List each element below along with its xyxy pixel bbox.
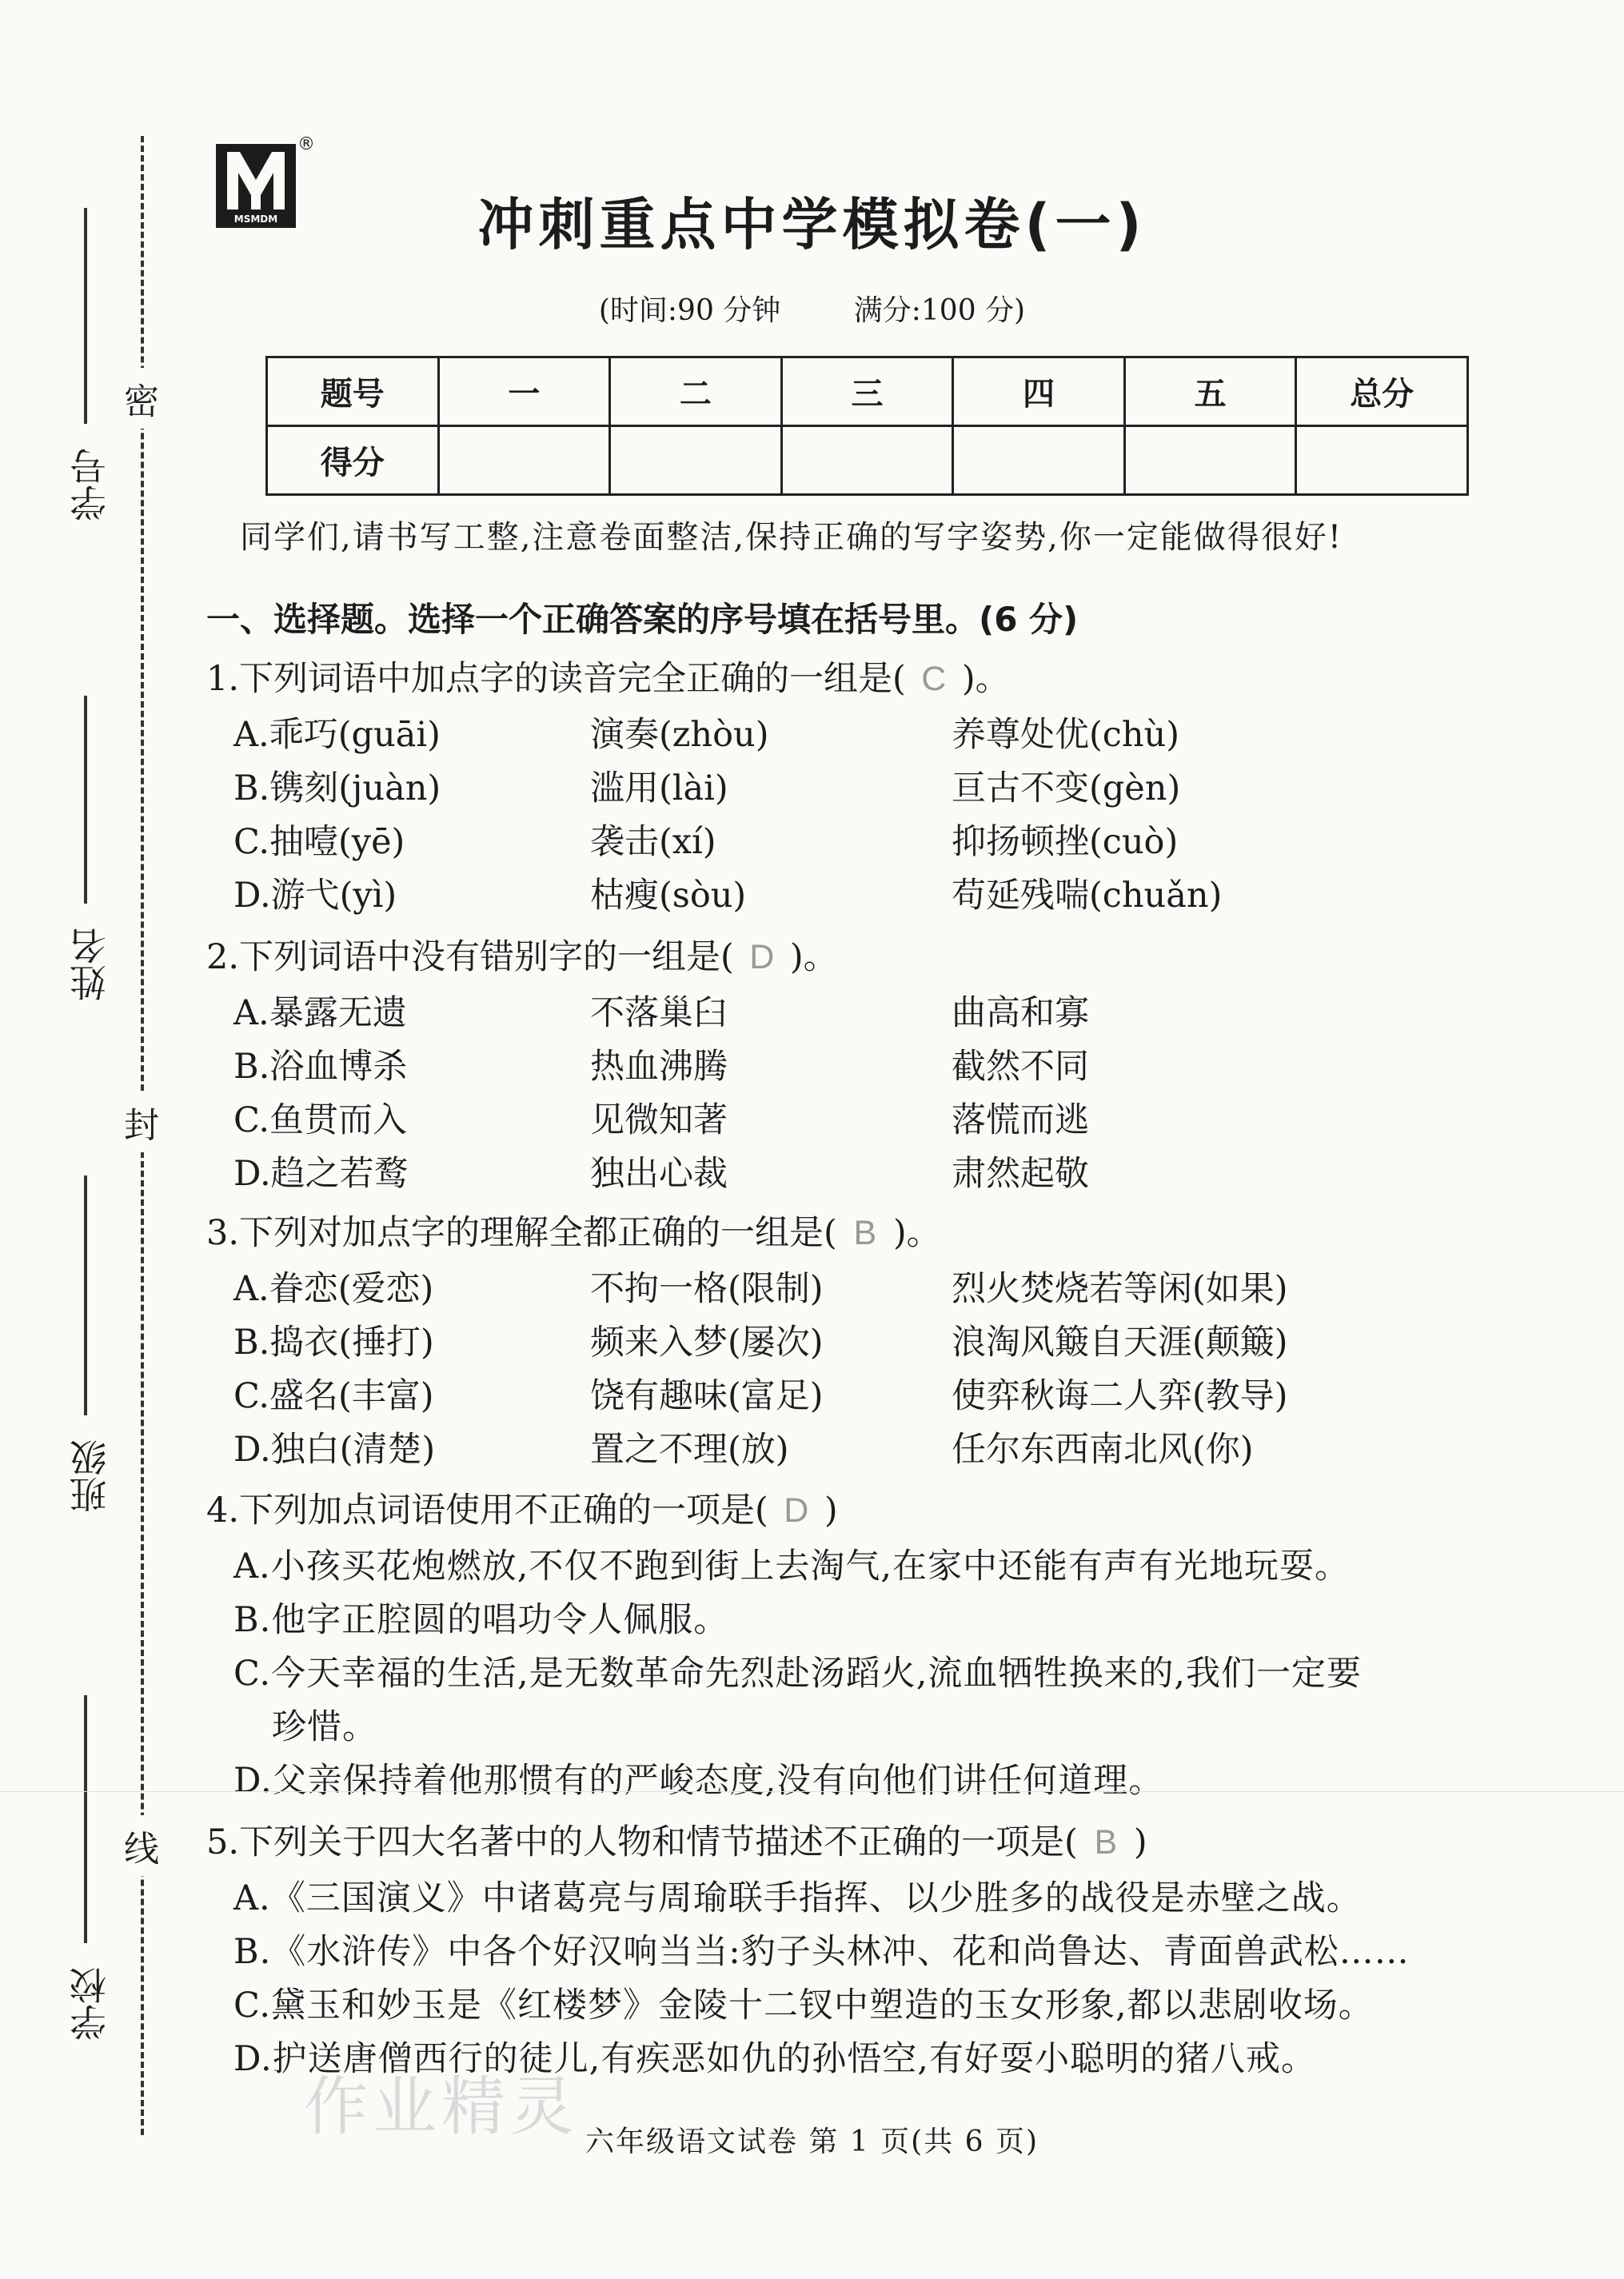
score-cell-1[interactable] — [438, 426, 610, 495]
q1-option: 抑扬顿挫(cuò) — [952, 822, 1179, 862]
binding-mi: 密 — [124, 368, 159, 429]
watermark: 作业精灵 — [304, 2069, 579, 2144]
q2-option: 截然不同 — [952, 1047, 1089, 1087]
q1-option: 亘古不变(gèn) — [952, 768, 1181, 808]
notice-text: 同学们,请书写工整,注意卷面整洁,保持正确的写字姿势,你一定能做得很好! — [240, 519, 1343, 556]
q2-option: 见微知著 — [590, 1100, 728, 1140]
q1-answer[interactable]: C — [921, 660, 947, 698]
q3-option: D.独白(清楚) — [233, 1430, 436, 1470]
q5-stem-post: ) — [1133, 1822, 1147, 1862]
question-1-stem — [206, 652, 1010, 700]
q5-option-d: D.护送唐僧西行的徒儿,有疾恶如仇的孙悟空,有好耍小聪明的猪八戒。 — [233, 2039, 1316, 2079]
subtitle — [0, 288, 1624, 329]
q1-option: 苟延残喘(chuǎn) — [952, 876, 1223, 916]
q3-answer[interactable]: B — [853, 1214, 877, 1252]
q4-option-c: C.今天幸福的生活,是无数革命先烈赴汤蹈火,流血牺牲换来的,我们一定要 — [233, 1654, 1363, 1694]
q4-option-d: D.父亲保持着他那惯有的严峻态度,没有向他们讲任何道理。 — [233, 1761, 1164, 1801]
score-header-5: 五 — [1124, 357, 1296, 426]
q1-option: C.抽噎(yē) — [233, 822, 405, 862]
school-field[interactable] — [48, 1695, 136, 2079]
q5-option-b: B.《水浒传》中各个好汉响当当:豹子头林冲、花和尚鲁达、青面兽武松…… — [233, 1932, 1410, 1972]
q4-stem-pre: 4.下列加点词语使用不正确的一项是( — [206, 1491, 768, 1531]
score-cell-4[interactable] — [953, 426, 1125, 495]
logo-text: MSMDM — [233, 214, 278, 225]
student-id-label: 学号 — [69, 448, 112, 521]
full-score: 满分:100 分) — [853, 294, 1026, 327]
q3-option: 使弈秋诲二人弈(教导) — [952, 1376, 1288, 1416]
registered-mark: ® — [297, 134, 315, 154]
q4-answer[interactable]: D — [784, 1491, 809, 1530]
q2-option: 独出心裁 — [590, 1154, 728, 1194]
q3-option: A.眷恋(爱恋) — [233, 1269, 434, 1309]
q2-option: 肃然起敬 — [952, 1154, 1089, 1194]
q2-stem-pre: 2.下列词语中没有错别字的一组是( — [206, 937, 734, 977]
score-header-0: 题号 — [267, 357, 439, 426]
score-cell-total[interactable] — [1296, 426, 1468, 495]
page-footer: 六年级语文试卷 第 1 页(共 6 页) — [585, 2125, 1039, 2158]
q1-option: 滥用(lài) — [590, 768, 728, 808]
binding-feng: 封 — [124, 1092, 159, 1152]
q2-option: 不落巢臼 — [590, 993, 728, 1033]
score-header-6: 总分 — [1296, 357, 1468, 426]
score-header-4: 四 — [953, 357, 1125, 426]
q1-stem-post: )。 — [961, 659, 1010, 699]
q2-answer[interactable]: D — [749, 938, 775, 976]
q5-option-a: A.《三国演义》中诸葛亮与周瑜联手指挥、以少胜多的战役是赤壁之战。 — [233, 1878, 1362, 1918]
q2-option: A.暴露无遗 — [233, 993, 407, 1033]
q2-option: B.浴血博杀 — [233, 1047, 408, 1087]
q3-option: 置之不理(放) — [590, 1430, 789, 1470]
q3-option: 频来入梦(屡次) — [590, 1323, 824, 1363]
question-2-stem — [206, 930, 838, 979]
exam-time: (时间:90 分钟 — [598, 294, 781, 327]
score-header-1: 一 — [438, 357, 610, 426]
q3-option: 浪淘风簸自天涯(颠簸) — [952, 1323, 1288, 1363]
score-cell-3[interactable] — [781, 426, 953, 495]
q4-option-a: A.小孩买花炮燃放,不仅不跑到街上去淘气,在家中还能有声有光地玩耍。 — [233, 1547, 1351, 1587]
q2-option: 热血沸腾 — [590, 1047, 728, 1087]
q2-option: D.趋之若鹜 — [233, 1154, 409, 1194]
q2-option: C.鱼贯而入 — [233, 1100, 408, 1140]
school-label: 学校 — [69, 1967, 112, 2041]
question-5-stem — [206, 1815, 1147, 1864]
score-cell-5[interactable] — [1124, 426, 1296, 495]
score-table-header-row — [267, 357, 1468, 426]
q3-option: 不拘一格(限制) — [590, 1269, 824, 1309]
class-field[interactable] — [48, 1175, 136, 1543]
binding-xian: 线 — [124, 1815, 159, 1876]
q5-answer[interactable]: B — [1094, 1823, 1118, 1862]
q1-option: 演奏(zhòu) — [590, 715, 769, 755]
q1-option: 袭击(xí) — [590, 822, 716, 862]
q2-stem-post: )。 — [789, 937, 838, 977]
q1-option: 枯瘦(sòu) — [590, 876, 747, 916]
scan-line — [0, 1791, 1624, 1792]
class-label: 班级 — [69, 1439, 112, 1513]
section-1-heading: 一、选择题。选择一个正确答案的序号填在括号里。(6 分) — [206, 600, 1079, 639]
q3-option: 饶有趣味(富足) — [590, 1376, 824, 1416]
score-table-score-row — [267, 426, 1468, 495]
q3-option: 任尔东西南北风(你) — [952, 1430, 1254, 1470]
q5-stem-pre: 5.下列关于四大名著中的人物和情节描述不正确的一项是( — [206, 1822, 1078, 1862]
score-header-2: 二 — [610, 357, 782, 426]
q1-option: 养尊处优(chù) — [952, 715, 1180, 755]
score-cell-2[interactable] — [610, 426, 782, 495]
q3-option: C.盛名(丰富) — [233, 1376, 434, 1416]
score-table — [265, 356, 1469, 496]
q5-option-c: C.黛玉和妙玉是《红楼梦》金陵十二钗中塑造的玉女形象,都以悲剧收场。 — [233, 1986, 1374, 2026]
q3-stem-post: )。 — [892, 1213, 941, 1253]
q4-option-b: B.他字正腔圆的唱功令人佩服。 — [233, 1600, 729, 1640]
q1-option: A.乖巧(guāi) — [233, 715, 441, 755]
q3-stem-pre: 3.下列对加点字的理解全都正确的一组是( — [206, 1213, 837, 1253]
question-3-stem — [206, 1206, 941, 1255]
score-header-3: 三 — [781, 357, 953, 426]
score-row-label: 得分 — [267, 426, 439, 495]
q2-option: 曲高和寡 — [952, 993, 1089, 1033]
q4-option-c-cont: 珍惜。 — [272, 1707, 377, 1747]
q3-option: B.捣衣(捶打) — [233, 1323, 434, 1363]
q1-option: D.游弋(yì) — [233, 876, 397, 916]
q2-option: 落慌而逃 — [952, 1100, 1089, 1140]
q3-option: 烈火焚烧若等闲(如果) — [952, 1269, 1288, 1309]
q4-stem-post: ) — [824, 1491, 838, 1531]
page-title: 冲刺重点中学模拟卷(一) — [477, 192, 1147, 257]
question-4-stem — [206, 1483, 838, 1532]
student-name-label: 姓名 — [69, 928, 112, 1001]
q1-option: B.镌刻(juàn) — [233, 768, 441, 808]
student-name-field[interactable] — [48, 696, 136, 1016]
q1-stem-pre: 1.下列词语中加点字的读音完全正确的一组是( — [206, 659, 906, 699]
